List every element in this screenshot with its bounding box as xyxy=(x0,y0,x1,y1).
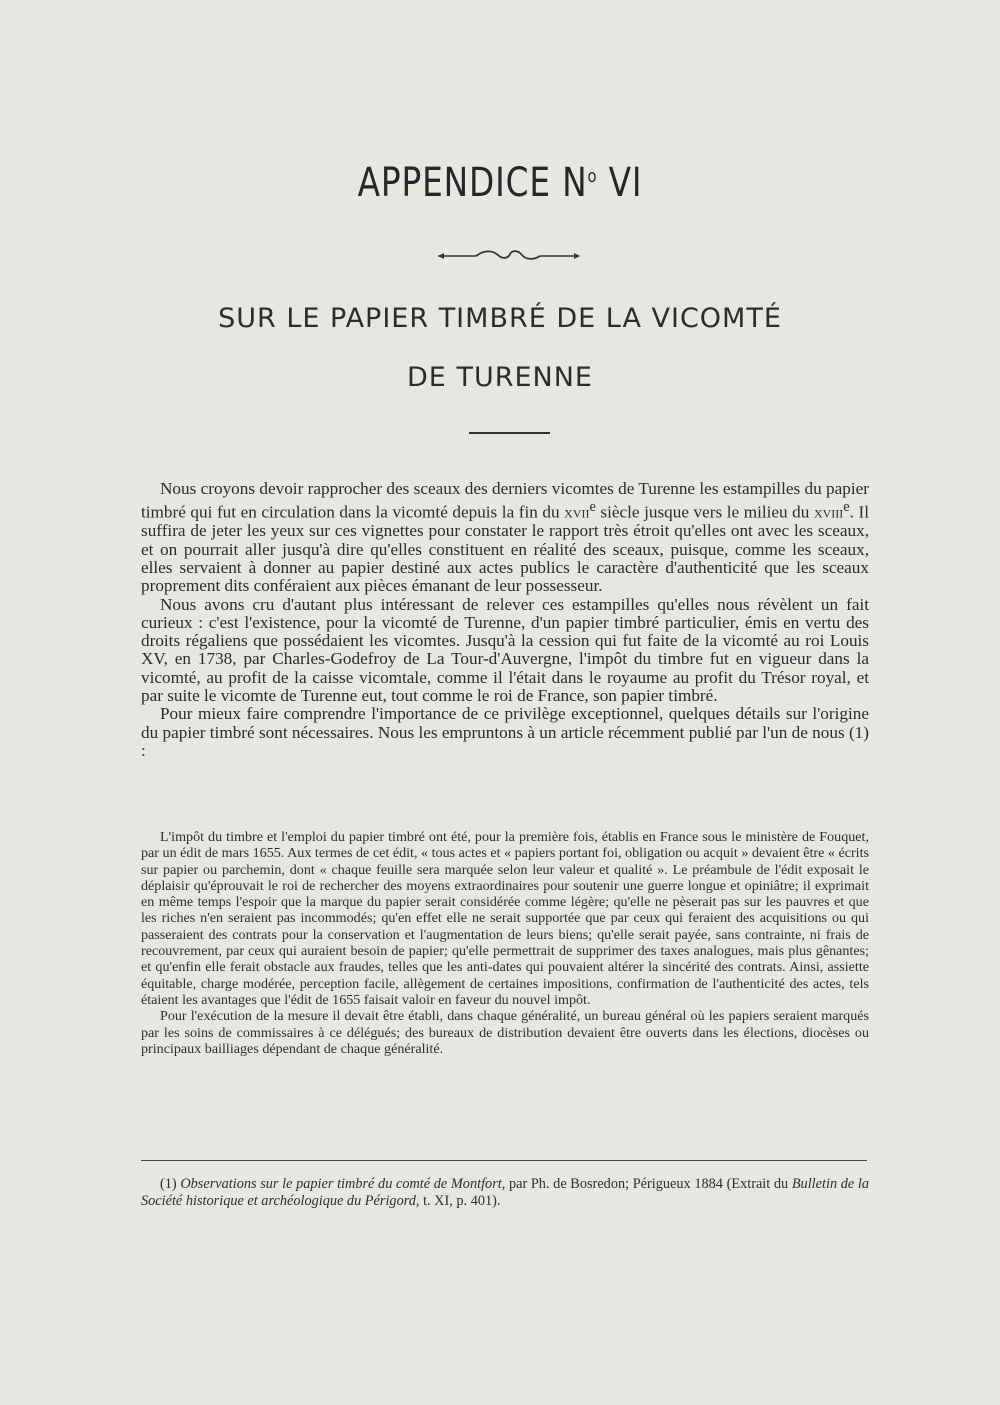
title-main: APPENDICE N xyxy=(357,160,588,206)
title-rule xyxy=(469,432,550,434)
main-text xyxy=(141,480,869,760)
paragraph-3: Pour mieux faire comprendre l'importance de ce privilège exceptionnel, quelques détails sur l'origine du papier timbré sont nécessaires. Nous les empruntons à un article récemment publié par l'un de nous (1) : xyxy=(141,704,869,760)
title-numeral: VI xyxy=(597,160,643,206)
quote-paragraph-1: L'impôt du timbre et l'emploi du papier timbré ont été, pour la première fois, établis en France sous le ministère de Fouquet, par un édit de mars 1655. Aux termes de cet édit, « tous actes et « papiers portant foi, obligation ou acquit » devaient être « écrits sur papier ou parchemin, dont « chaque feuille sera marquée selon leur valeur et qualité ». Le préambule de l'édit exposait le déplaisir qu'éprouvait le roi de rechercher des moyens extraordinaires pour soutenir une guerre longue et opiniâtre; il exprimait en même temps l'espoir que la marque du papier serait considérée comme légère; qu'elle ne pèserait pas sur les pauvres et que les riches n'en seraient pas incommodés; qu'en effet elle ne serait supportée que par ceux qui feraient des acquisitions ou qui passeraient des contrats pour la conservation et l'augmentation de leurs biens; qu'elle serait payée, sans contrainte, ni frais de recouvrement, par ceux qui auraient besoin de papier; qu'elle permettrait de supprimer des taxes analogues, mais plus gênantes; et qu'enfin elle ferait obstacle aux fraudes, telles que les anti-dates qui pouvaient altérer la sincérité des contrats. Ainsi, assiette équitable, charge modérée, perception facile, allègement de certaines impositions, confirmation de l'authenticité des actes, tels étaient les avantages que l'édit de 1655 faisait valoir en faveur du nouvel impôt. xyxy=(141,829,869,1008)
quote-paragraph-2: Pour l'exécution de la mesure il devait être établi, dans chaque généralité, un bureau général où les papiers seraient marqués par les soins de commissaires à ce délégués; des bureaux de distribution devaient être ouverts dans les élections, diocèses ou principaux bailliages dépendant de chaque généralité. xyxy=(141,1008,869,1057)
appendix-title xyxy=(90,160,910,206)
ornament-divider-icon xyxy=(436,246,582,266)
paragraph-2: Nous avons cru d'autant plus intéressant de relever ces estampilles qu'elles nous révèlent un fait curieux : c'est l'existence, pour la vicomté de Turenne, d'un papier timbré particulier, émis en vertu des droits régaliens que possédaient les vicomtes. Jusqu'à la cession qui fut faite de la vicomté au roi Louis XV, en 1738, par Charles-Godefroy de La Tour-d'Auvergne, l'impôt du timbre fut en vigueur dans la vicomté, au profit de la caisse vicomtale, comme il l'était dans le royaume au profit du Trésor royal, et par suite le vicomte de Turenne eut, tout comme le roi de France, son papier timbré. xyxy=(141,594,869,705)
quoted-article xyxy=(141,829,869,1057)
subtitle-line-2: DE TURENNE xyxy=(407,362,593,393)
title-superscript: o xyxy=(587,166,598,187)
paragraph-1: Nous croyons devoir rapprocher des sceaux des derniers vicomtes de Turenne les estampilles du papier timbré qui fut en circulation dans la vicomté depuis la fin du xvii$^e$ siècle jusque vers le milieu du xviii$^e$. Il suffira de jeter les yeux sur ces vignettes pour constater le rapport très étroit qu'elles ont avec les sceaux, et on pourrait aller jusqu'à dire qu'elles constituent en réalité des sceaux, puisque, comme les sceaux, elles servaient à donner au papier destiné aux actes publics le caractère d'authenticité que les sceaux proprement dits conféraient aux pièces émanant de leur possesseur. xyxy=(141,479,869,596)
subtitle-line-1: SUR LE PAPIER TIMBRÉ DE LA VICOMTÉ xyxy=(218,303,782,334)
footnote-rule xyxy=(141,1160,867,1161)
footnote: (1) Observations sur le papier timbré du comté de Montfort, par Ph. de Bosredon; Périgueux 1884 (Extrait du Bulletin de la Société historique et archéologique du Périgord, t. XI, p. 401). xyxy=(141,1176,869,1209)
